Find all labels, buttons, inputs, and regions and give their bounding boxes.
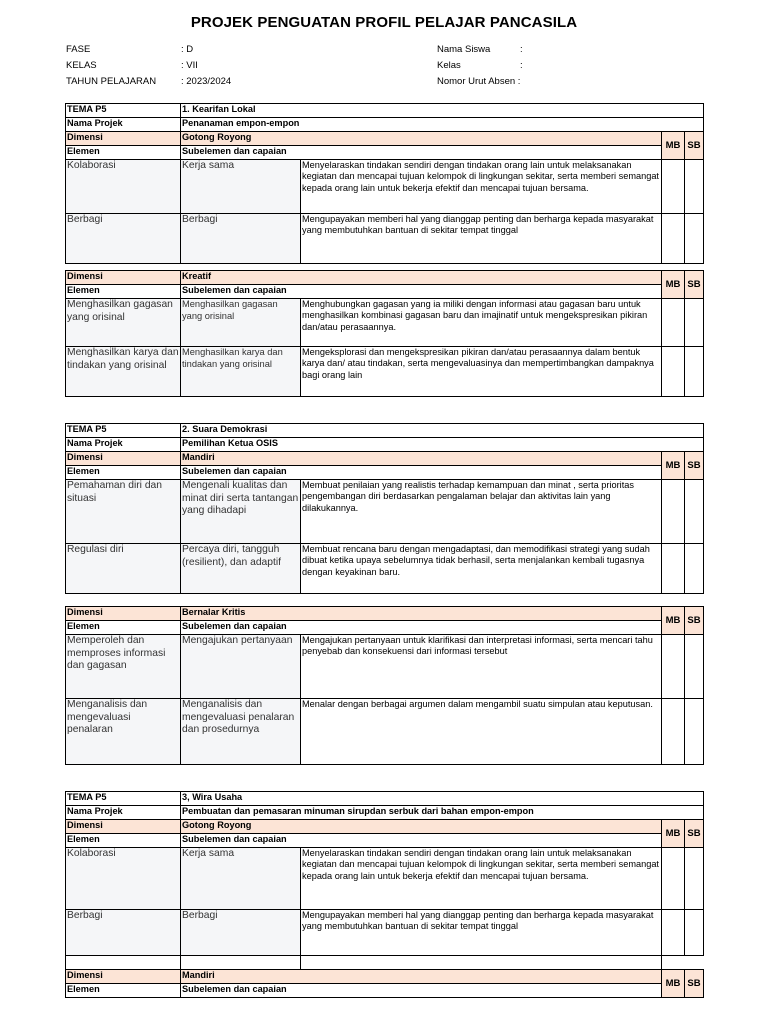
info-right (437, 42, 523, 90)
subelemen-cell: Kerja sama (181, 848, 301, 910)
capaian-cell: Menghubungkan gagasan yang ia miliki dengan informasi atau gagasan baru untuk menghasilkan kombinasi gagasan baru dan imajinatif untuk mengekspresikan pikiran dan/atau perasaannya. (301, 299, 662, 347)
mb-cell[interactable] (662, 848, 685, 910)
sb-cell[interactable] (685, 347, 704, 397)
dimensi-value: Mandiri (181, 452, 662, 466)
elemen-label: Elemen (66, 466, 181, 480)
subelemen-label: Subelemen dan capaian (181, 834, 662, 848)
mb-cell[interactable] (662, 910, 685, 956)
mb-cell[interactable] (662, 635, 685, 699)
info-value: : VII (181, 60, 198, 71)
sb-cell[interactable] (685, 699, 704, 765)
info-label: KELAS (66, 60, 97, 71)
mb-cell[interactable] (662, 299, 685, 347)
elemen-row (66, 834, 704, 848)
capaian-cell: Membuat rencana baru dengan mengadaptasi, dan memodifikasi strategi yang sudah dibuat ketika upaya sebelumnya tidak berhasil, serta menjalankan kembali tugasnya dengan keyakinan baru. (301, 544, 662, 594)
mb-header: MB (662, 970, 685, 998)
info-kelas (66, 58, 231, 74)
elemen-label: Elemen (66, 621, 181, 635)
nama-projek-label: Nama Projek (66, 806, 181, 820)
elemen-row (66, 285, 704, 299)
dimensi-row (66, 271, 704, 285)
sb-cell[interactable] (685, 544, 704, 594)
sb-cell[interactable] (685, 214, 704, 264)
info-value: : D (181, 44, 194, 55)
nama-projek-row (66, 118, 704, 132)
table-row (66, 299, 704, 347)
info-label: Nama Siswa (437, 44, 491, 55)
dimensi-value: Gotong Royong (181, 132, 662, 146)
nama-projek-label: Nama Projek (66, 438, 181, 452)
subelemen-label: Subelemen dan capaian (181, 621, 662, 635)
subelemen-cell: Kerja sama (181, 160, 301, 214)
info-value: : (520, 60, 523, 71)
dimensi-row (66, 452, 704, 466)
elemen-cell: Kolaborasi (66, 848, 181, 910)
mb-cell[interactable] (662, 544, 685, 594)
dimensi-row (66, 607, 704, 621)
elemen-cell: Regulasi diri (66, 544, 181, 594)
elemen-row (66, 466, 704, 480)
subelemen-cell: Menganalisis dan mengevaluasi penalaran dan prosedurnya (181, 699, 301, 765)
dimensi-label: Dimensi (66, 820, 181, 834)
elemen-row (66, 146, 704, 160)
tema-value: 2. Suara Demokrasi (181, 424, 704, 438)
table-row (66, 910, 704, 956)
subelemen-cell: Mengenali kualitas dan minat diri serta tantangan yang dihadapi (181, 480, 301, 544)
tema-row (66, 104, 704, 118)
info-value: : (517, 76, 521, 87)
capaian-cell: Mengupayakan memberi hal yang dianggap penting dan berharga kepada masyarakat yang membutuhkan bantuan di sekitar tempat tinggal (301, 214, 662, 264)
project-table-1 (65, 103, 704, 397)
page-title: PROJEK PENGUATAN PROFIL PELAJAR PANCASILA (190, 14, 578, 31)
table-row (66, 347, 704, 397)
sb-cell[interactable] (685, 848, 704, 910)
sb-header: SB (685, 820, 704, 848)
tema-value: 3, Wira Usaha (181, 792, 704, 806)
elemen-cell: Menghasilkan karya dan tindakan yang orisinal (66, 347, 181, 397)
sb-header: SB (685, 132, 704, 160)
sb-header: SB (685, 271, 704, 299)
elemen-cell: Kolaborasi (66, 160, 181, 214)
dimensi-value: Bernalar Kritis (181, 607, 662, 621)
subelemen-cell: Mengajukan pertanyaan (181, 635, 301, 699)
elemen-cell: Berbagi (66, 910, 181, 956)
dimensi-value: Kreatif (181, 271, 662, 285)
sb-header: SB (685, 970, 704, 998)
nama-projek-label: Nama Projek (66, 118, 181, 132)
info-fase (66, 42, 231, 58)
subelemen-cell: Menghasilkan gagasan yang orisinal (181, 299, 301, 347)
dimensi-row (66, 970, 704, 984)
mb-cell[interactable] (662, 160, 685, 214)
subelemen-cell: Berbagi (181, 214, 301, 264)
nama-projek-row (66, 438, 704, 452)
tema-value: 1. Kearifan Lokal (181, 104, 704, 118)
subelemen-cell: Berbagi (181, 910, 301, 956)
mb-cell[interactable] (662, 480, 685, 544)
elemen-row (66, 621, 704, 635)
mb-cell[interactable] (662, 214, 685, 264)
sb-cell[interactable] (685, 635, 704, 699)
sb-header: SB (685, 452, 704, 480)
project-table-2 (65, 423, 704, 765)
elemen-label: Elemen (66, 834, 181, 848)
mb-cell[interactable] (662, 347, 685, 397)
capaian-cell: Menyelaraskan tindakan sendiri dengan tindakan orang lain untuk melaksanakan kegiatan dan mencapai tujuan kelompok di lingkungan sekitar, serta memberi semangat kepada orang lain untuk bekerja efektif dan mencapai tujuan bersama. (301, 848, 662, 910)
tema-label: TEMA P5 (66, 424, 181, 438)
tema-row (66, 792, 704, 806)
info-nama-siswa (437, 42, 523, 58)
subelemen-label: Subelemen dan capaian (181, 146, 662, 160)
subelemen-cell: Menghasilkan karya dan tindakan yang orisinal (181, 347, 301, 397)
mb-cell[interactable] (662, 699, 685, 765)
tema-label: TEMA P5 (66, 104, 181, 118)
capaian-cell: Menyelaraskan tindakan sendiri dengan tindakan orang lain untuk melaksanakan kegiatan dan mencapai tujuan kelompok di lingkungan sekitar, serta memberi semangat kepada orang lain untuk bekerja efektif dan mencapai tujuan bersama. (301, 160, 662, 214)
elemen-cell: Memperoleh dan memproses informasi dan gagasan (66, 635, 181, 699)
elemen-label: Elemen (66, 285, 181, 299)
spacer-row (66, 594, 704, 607)
dimensi-label: Dimensi (66, 452, 181, 466)
tema-row (66, 424, 704, 438)
nama-projek-value: Pembuatan dan pemasaran minuman sirupdan serbuk dari bahan empon-empon (181, 806, 704, 820)
table-row (66, 480, 704, 544)
project-table-3 (65, 791, 704, 998)
sb-header: SB (685, 607, 704, 635)
info-value: : (520, 44, 523, 55)
sb-cell[interactable] (685, 299, 704, 347)
info-label: TAHUN PELAJARAN (66, 76, 157, 87)
elemen-cell: Menganalisis dan mengevaluasi penalaran (66, 699, 181, 765)
mb-header: MB (662, 271, 685, 299)
table-row (66, 699, 704, 765)
dimensi-value: Gotong Royong (181, 820, 662, 834)
capaian-cell: Mengupayakan memberi hal yang dianggap penting dan berharga kepada masyarakat yang membutuhkan bantuan di sekitar tempat tinggal (301, 910, 662, 956)
subelemen-label: Subelemen dan capaian (181, 466, 662, 480)
info-nomor-absen (437, 74, 523, 90)
dimensi-value: Mandiri (181, 970, 662, 984)
dimensi-label: Dimensi (66, 132, 181, 146)
table-row (66, 160, 704, 214)
dimensi-row (66, 820, 704, 834)
info-value: : 2023/2024 (181, 76, 232, 87)
elemen-label: Elemen (66, 984, 181, 998)
tema-label: TEMA P5 (66, 792, 181, 806)
mb-header: MB (662, 452, 685, 480)
info-kelas-siswa (437, 58, 523, 74)
subelemen-label: Subelemen dan capaian (181, 285, 662, 299)
elemen-cell: Pemahaman diri dan situasi (66, 480, 181, 544)
sb-cell[interactable] (685, 480, 704, 544)
capaian-cell: Membuat penilaian yang realistis terhadap kemampuan dan minat , serta prioritas pengembangan diri berdasarkan pengalaman belajar dan aktivitas lain yang dilakukannya. (301, 480, 662, 544)
table-row (66, 214, 704, 264)
table-row (66, 544, 704, 594)
mb-header: MB (662, 132, 685, 160)
capaian-cell: Mengajukan pertanyaan untuk klarifikasi dan interpretasi informasi, serta mencari tahu penyebab dan konsekuensi dari informasi tersebut (301, 635, 662, 699)
dimensi-row (66, 132, 704, 146)
info-label: Nomor Urut Absen (437, 76, 516, 87)
spacer-row (66, 956, 704, 970)
capaian-cell: Menalar dengan berbagai argumen dalam mengambil suatu simpulan atau keputusan. (301, 699, 662, 765)
spacer-row (66, 264, 704, 271)
mb-header: MB (662, 607, 685, 635)
mb-header: MB (662, 820, 685, 848)
nama-projek-value: Pemilihan Ketua OSIS (181, 438, 704, 452)
table-row (66, 635, 704, 699)
sb-cell[interactable] (685, 910, 704, 956)
subelemen-label: Subelemen dan capaian (181, 984, 662, 998)
elemen-row (66, 984, 704, 998)
sb-cell[interactable] (685, 160, 704, 214)
info-left (66, 42, 231, 90)
info-label: Kelas (437, 60, 461, 71)
dimensi-label: Dimensi (66, 607, 181, 621)
nama-projek-row (66, 806, 704, 820)
elemen-cell: Menghasilkan gagasan yang orisinal (66, 299, 181, 347)
nama-projek-value: Penanaman empon-empon (181, 118, 704, 132)
elemen-label: Elemen (66, 146, 181, 160)
dimensi-label: Dimensi (66, 271, 181, 285)
elemen-cell: Berbagi (66, 214, 181, 264)
table-row (66, 848, 704, 910)
info-label: FASE (66, 44, 91, 55)
capaian-cell: Mengeksplorasi dan mengekspresikan pikiran dan/atau perasaannya dalam bentuk karya dan/ atau tindakan, serta mengevaluasinya dan mempertimbangkan dampaknya bagi orang lain (301, 347, 662, 397)
subelemen-cell: Percaya diri, tangguh (resilient), dan adaptif (181, 544, 301, 594)
info-tahun (66, 74, 231, 90)
dimensi-label: Dimensi (66, 970, 181, 984)
